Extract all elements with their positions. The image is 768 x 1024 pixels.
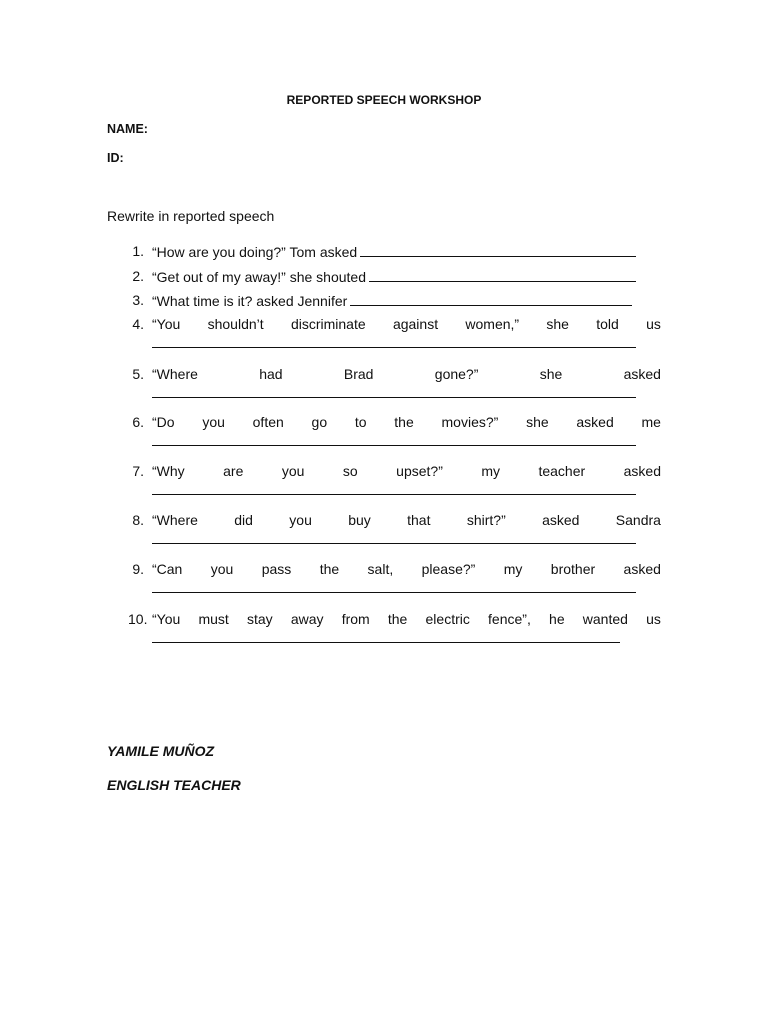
item-prompt: “Get out of my away!” she shouted [152, 269, 366, 285]
item-prompt: “What time is it? asked Jennifer [152, 293, 348, 309]
item-text [152, 243, 636, 260]
prompt-word: shouldn’t [207, 316, 264, 332]
id-label: ID: [107, 151, 124, 165]
teacher-role: ENGLISH TEACHER [107, 777, 241, 793]
exercise-item [0, 414, 768, 464]
item-text [152, 268, 636, 285]
prompt-word: often [252, 414, 284, 430]
exercise-item [0, 611, 768, 661]
prompt-word: must [198, 611, 229, 627]
prompt-word: so [342, 463, 358, 479]
prompt-word: “Where [152, 366, 198, 382]
item-number: 6. [132, 414, 144, 430]
prompt-word: the [319, 561, 340, 577]
prompt-word: “Why [152, 463, 185, 479]
prompt-word: discriminate [290, 316, 366, 332]
prompt-word: had [259, 366, 283, 382]
prompt-word: “Do [152, 414, 175, 430]
prompt-word: gone?” [434, 366, 479, 382]
prompt-word: that [407, 512, 431, 528]
prompt-word: asked [542, 512, 580, 528]
prompt-word: she [526, 414, 549, 430]
prompt-word: wanted [582, 611, 628, 627]
answer-line[interactable] [152, 543, 636, 544]
prompt-word: us [646, 611, 661, 627]
item-number: 2. [132, 268, 144, 284]
instruction-text: Rewrite in reported speech [107, 208, 275, 224]
item-prompt [152, 512, 661, 528]
item-number: 5. [132, 366, 144, 382]
prompt-word: us [646, 316, 661, 332]
prompt-word: the [387, 611, 408, 627]
prompt-word: shirt?” [466, 512, 506, 528]
prompt-word: against [392, 316, 439, 332]
prompt-word: asked [623, 561, 661, 577]
prompt-word: are [223, 463, 244, 479]
prompt-word: you [281, 463, 305, 479]
prompt-word: women,” [465, 316, 520, 332]
exercise-item [0, 316, 768, 366]
answer-line[interactable] [152, 397, 636, 398]
item-number: 7. [132, 463, 144, 479]
prompt-word: you [202, 414, 225, 430]
prompt-word: buy [348, 512, 371, 528]
prompt-word: away [290, 611, 324, 627]
item-prompt [152, 463, 661, 479]
exercise-item [0, 463, 768, 513]
item-number: 3. [132, 292, 144, 308]
item-number: 8. [132, 512, 144, 528]
prompt-word: please?” [421, 561, 476, 577]
prompt-word: brother [550, 561, 596, 577]
item-number: 9. [132, 561, 144, 577]
prompt-word: to [354, 414, 367, 430]
prompt-word: “Can [152, 561, 183, 577]
answer-blank[interactable] [360, 243, 636, 257]
prompt-word: the [394, 414, 414, 430]
item-prompt: “How are you doing?” Tom asked [152, 244, 358, 260]
teacher-name: YAMILE MUÑOZ [107, 743, 215, 759]
answer-line[interactable] [152, 592, 636, 593]
prompt-word: you [210, 561, 234, 577]
item-prompt [152, 561, 661, 577]
prompt-word: stay [246, 611, 273, 627]
prompt-word: movies?” [441, 414, 499, 430]
prompt-word: “You [152, 611, 181, 627]
prompt-word: asked [623, 366, 661, 382]
prompt-word: teacher [538, 463, 586, 479]
item-text [152, 292, 632, 309]
prompt-word: go [311, 414, 328, 430]
prompt-word: me [641, 414, 661, 430]
prompt-word: upset?” [396, 463, 443, 479]
answer-line[interactable] [152, 494, 636, 495]
item-prompt [152, 366, 661, 382]
prompt-word: pass [261, 561, 292, 577]
prompt-word: my [481, 463, 500, 479]
prompt-word: Brad [343, 366, 374, 382]
prompt-word: asked [623, 463, 661, 479]
item-prompt [152, 316, 661, 332]
prompt-word: she [546, 316, 569, 332]
exercise-item [0, 561, 768, 611]
prompt-word: you [289, 512, 312, 528]
prompt-word: electric [425, 611, 470, 627]
item-number: 10. [128, 611, 148, 627]
answer-line[interactable] [152, 347, 636, 348]
prompt-word: “You [152, 316, 181, 332]
exercise-item [0, 512, 768, 562]
prompt-word: he [549, 611, 565, 627]
prompt-word: my [503, 561, 523, 577]
prompt-word: fence”, [488, 611, 531, 627]
exercise-item [0, 366, 768, 416]
prompt-word: she [539, 366, 563, 382]
prompt-word: did [234, 512, 253, 528]
name-label: NAME: [107, 122, 148, 136]
prompt-word: “Where [152, 512, 198, 528]
prompt-word: salt, [367, 561, 394, 577]
answer-blank[interactable] [350, 292, 632, 306]
item-number: 4. [132, 316, 144, 332]
answer-line[interactable] [152, 445, 636, 446]
answer-blank[interactable] [369, 268, 636, 282]
page-title: REPORTED SPEECH WORKSHOP [286, 93, 482, 107]
item-prompt [152, 611, 661, 627]
prompt-word: told [596, 316, 619, 332]
answer-line[interactable] [152, 642, 620, 643]
prompt-word: Sandra [615, 512, 661, 528]
item-number: 1. [132, 243, 144, 259]
item-prompt [152, 414, 661, 430]
prompt-word: asked [576, 414, 614, 430]
prompt-word: from [341, 611, 370, 627]
